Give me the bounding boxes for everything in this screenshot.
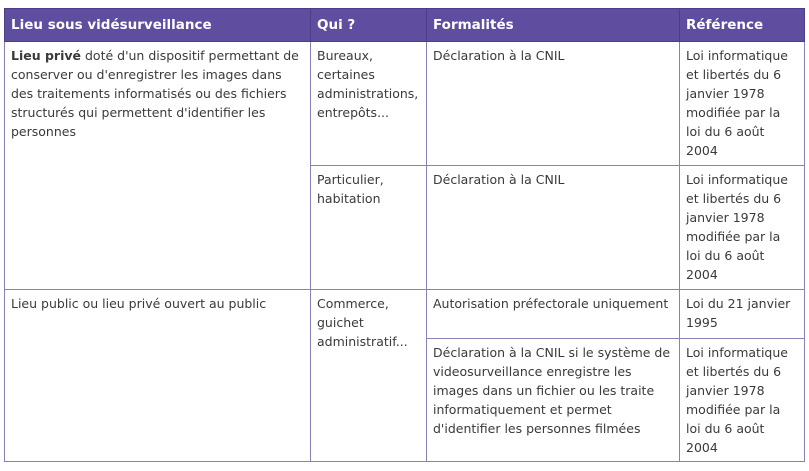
header-qui: Qui ? bbox=[311, 9, 427, 42]
cell-qui: Bureaux, certaines administrations, entrepôts... bbox=[311, 42, 427, 166]
header-formalites: Formalités bbox=[427, 9, 680, 42]
cell-formalites: Déclaration à la CNIL bbox=[427, 166, 680, 290]
private-place-label: Lieu privé bbox=[11, 48, 82, 63]
cell-public-place: Lieu public ou lieu privé ouvert au public bbox=[5, 290, 311, 462]
private-place-description: doté d'un dispositif permettant de conserver ou d'enregistrer les images dans des traitements informatisés ou des fichiers structurés qui permettent d'identifier les personnes bbox=[11, 48, 299, 139]
header-lieu: Lieu sous vidésurveillance bbox=[5, 9, 311, 42]
cell-reference: Loi informatique et libertés du 6 janvier 1978 modifiée par la loi du 6 août 2004 bbox=[680, 42, 805, 166]
cell-private-place bbox=[5, 42, 311, 290]
cell-qui: Commerce, guichet administratif... bbox=[311, 290, 427, 462]
table-header-row bbox=[5, 9, 805, 42]
table-row bbox=[5, 290, 805, 339]
cell-reference: Loi du 21 janvier 1995 bbox=[680, 290, 805, 339]
header-reference: Référence bbox=[680, 9, 805, 42]
cell-reference: Loi informatique et libertés du 6 janvier 1978 modifiée par la loi du 6 août 2004 bbox=[680, 166, 805, 290]
cell-reference: Loi informatique et libertés du 6 janvier 1978 modifiée par la loi du 6 août 2004 bbox=[680, 339, 805, 462]
cell-qui: Particulier, habitation bbox=[311, 166, 427, 290]
cell-formalites: Déclaration à la CNIL si le système de videosurveillance enregistre les images dans un fichier ou les traite informatiquement et permet d'identifier les personnes filmées bbox=[427, 339, 680, 462]
cell-formalites: Autorisation préfectorale uniquement bbox=[427, 290, 680, 339]
surveillance-table bbox=[4, 8, 805, 462]
table-row bbox=[5, 42, 805, 166]
cell-formalites: Déclaration à la CNIL bbox=[427, 42, 680, 166]
